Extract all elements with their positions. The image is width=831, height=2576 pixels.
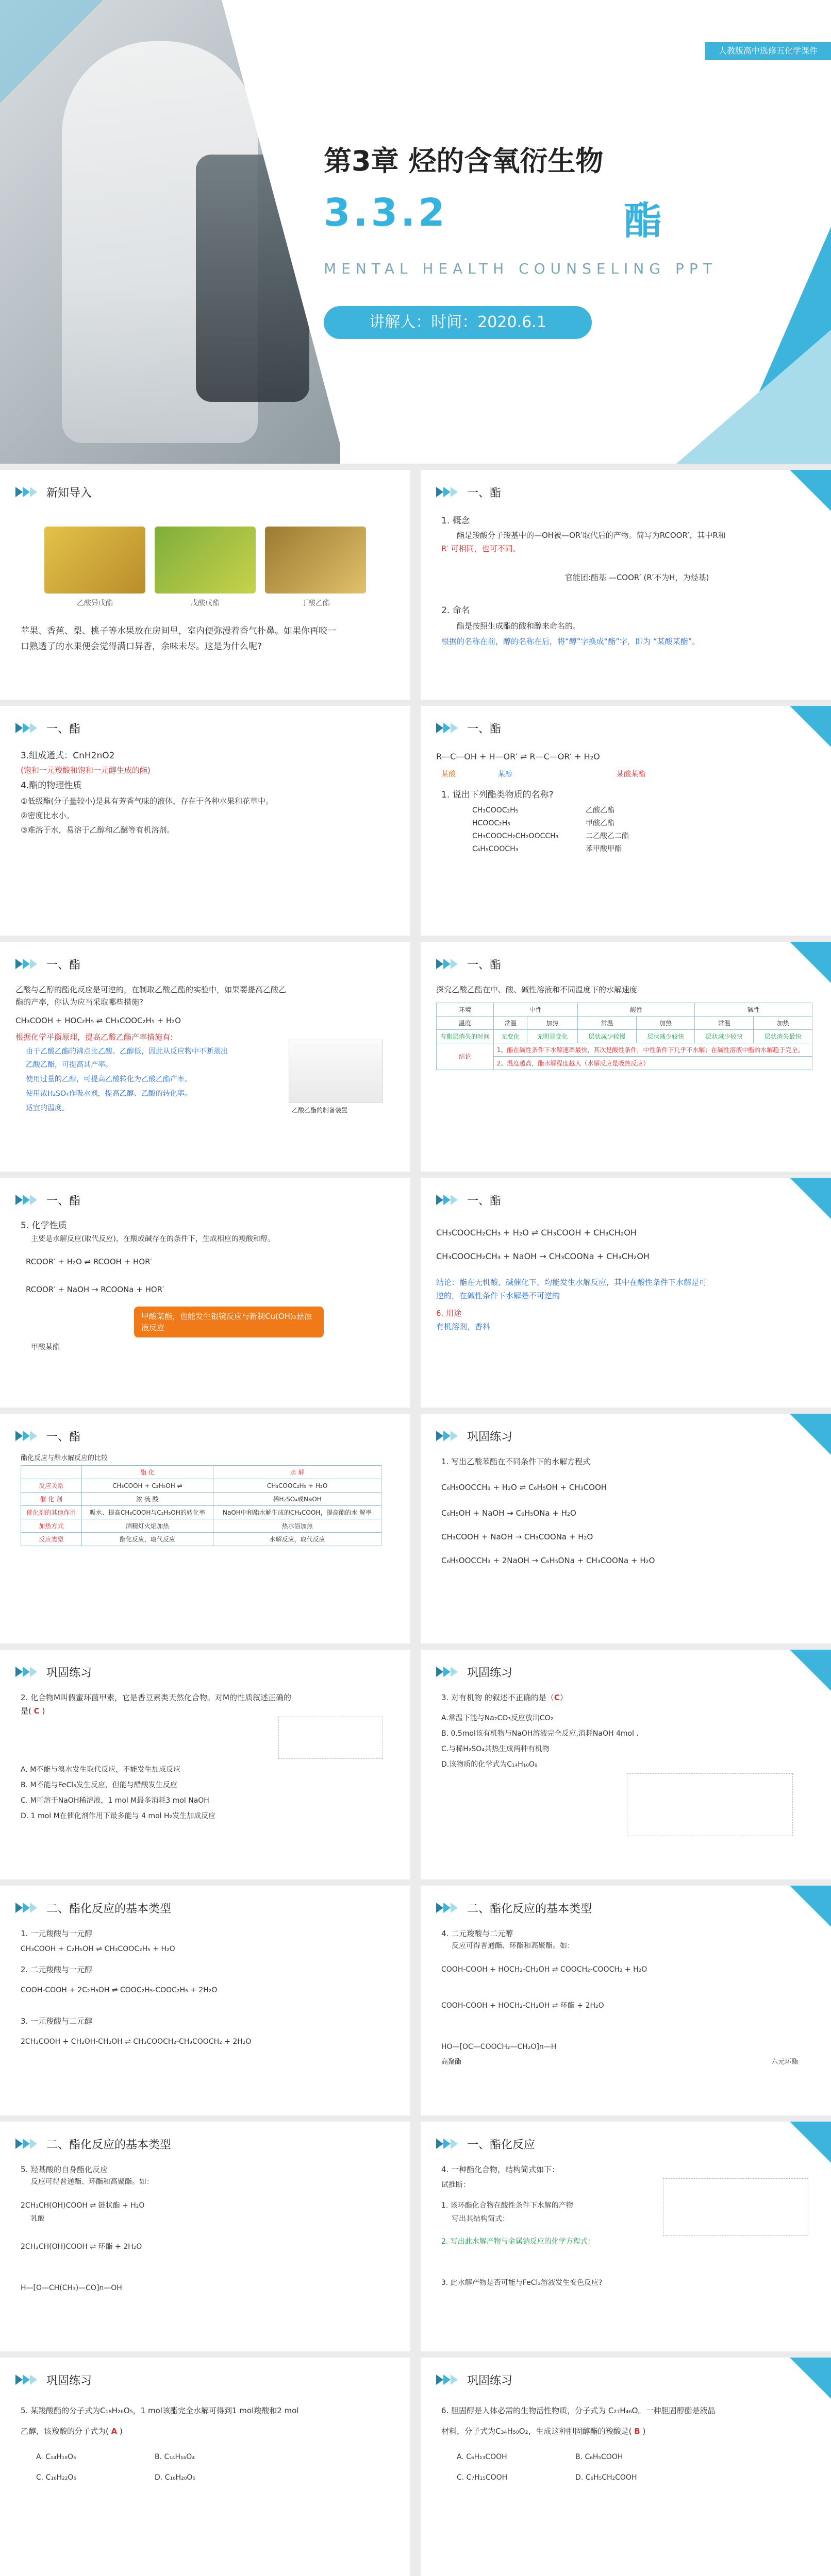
equation: C₆H₅OOCCH₃ + 2NaOH → C₆H₅ONa + CH₃COONa + H₂O bbox=[441, 1556, 655, 1565]
label: 甲酸某酯 bbox=[31, 1343, 60, 1351]
chevron-icon bbox=[15, 1431, 38, 1441]
chevron-icon bbox=[436, 959, 459, 969]
answer: 二乙酸乙二酯 bbox=[586, 832, 629, 840]
slide-title: 一、酯 bbox=[46, 958, 81, 972]
paragraph: 苹果、香蕉、梨、桃子等水果放在房间里，室内便弥漫着香气扑鼻。如果你再咬一 bbox=[21, 626, 336, 636]
bullet: 使用过量的乙醇，可提高乙酸转化为乙酸乙酯产率。 bbox=[26, 1075, 192, 1083]
option: D. 1 mol M在催化剂作用下最多能与 4 mol H₂发生加成反应 bbox=[21, 1812, 216, 1820]
slide-practice-2 bbox=[0, 1650, 410, 1879]
structure-image bbox=[663, 2178, 808, 2236]
chevron-icon bbox=[436, 1195, 459, 1205]
text-line: 有机溶剂，香料 bbox=[436, 1322, 491, 1331]
option: D. C₆H₅CH₂COOH bbox=[575, 2473, 637, 2482]
slide-esterification-types-1 bbox=[0, 1886, 410, 2115]
slide-practice-1 bbox=[421, 1414, 831, 1643]
option: A. M不能与溴水发生取代反应，不能发生加成反应 bbox=[21, 1766, 181, 1774]
text-line: 酯是按照生成酯的酸和醇来命名的。 bbox=[457, 621, 581, 631]
equation: 2CH₃CH(OH)COOH ⇌ 链状酯 + H₂O bbox=[21, 2201, 145, 2210]
cover-tag: 人教版高中选修五化学课件 bbox=[705, 42, 831, 60]
slide-title: 一、酯 bbox=[467, 958, 502, 972]
answer: 甲酸乙酯 bbox=[586, 819, 614, 827]
text-line: 根据化学平衡原理，提高乙酸乙酯产率措施有: bbox=[15, 1032, 173, 1042]
cover-slide bbox=[0, 0, 831, 464]
text-line: ②密度比水小。 bbox=[21, 811, 74, 820]
text-line: 2. 命名 bbox=[441, 605, 470, 616]
slide-esterification-yield bbox=[0, 942, 410, 1172]
answer: 苯甲酸甲酯 bbox=[586, 845, 622, 853]
text-line: 逆的，在碱性条件下水解是不可逆的 bbox=[436, 1291, 560, 1300]
caption: 乙酸异戊酯 bbox=[77, 599, 113, 607]
slide-ester-naming bbox=[421, 706, 831, 936]
text-line: 6. 用途 bbox=[436, 1309, 462, 1318]
text-line: 3. 此水解产物是否可能与FeCl₃溶液发生变色反应? bbox=[441, 2279, 603, 2287]
slide-practice-3 bbox=[421, 1650, 831, 1879]
slide-title: 巩固练习 bbox=[46, 1666, 92, 1680]
question: 是( C ) bbox=[21, 1706, 45, 1716]
slide-title: 一、酯 bbox=[467, 722, 502, 736]
label: 乳酸 bbox=[31, 2215, 45, 2223]
text-line: 反应可得普通酯、环酯和高聚酯。如： bbox=[452, 1942, 574, 1950]
option: A. C₆H₁₃COOH bbox=[457, 2453, 507, 2461]
slide-physical-properties bbox=[0, 706, 410, 936]
slide-title: 巩固练习 bbox=[46, 2374, 92, 2387]
text-line: 4. 二元羧酸与二元醇 bbox=[441, 1929, 513, 1938]
question: 4. 一种酯化合物，结构简式如下： bbox=[441, 2165, 560, 2174]
text-line: 官能团:酯基 —COOR′ (R′不为H，为烃基) bbox=[565, 573, 709, 582]
option: D. C₁₆H₂₀O₅ bbox=[155, 2473, 196, 2482]
question: 3. 对有机物 的叙述不正确的是（C） bbox=[441, 1693, 568, 1702]
question: 6. 胆固醇是人体必需的生物活性物质，分子式为 C₂₇H₄₆O。一种胆固醇酯是液晶 bbox=[441, 2406, 716, 2415]
chevron-icon bbox=[436, 723, 459, 733]
pineapple-image bbox=[265, 527, 366, 594]
slide-title: 一、酯化反应 bbox=[467, 2138, 536, 2151]
slide-hydrolysis-rate bbox=[421, 942, 831, 1172]
equation: 2CH₃COOH + CH₂OH-CH₂OH ⇌ CH₃COOCH₂-CH₃COOCH₂ + 2H₂O bbox=[21, 2038, 252, 2046]
chevron-icon bbox=[15, 959, 38, 969]
paragraph: 口熟透了的水果便会觉得满口异香，余味未尽。这是为什么呢? bbox=[21, 641, 262, 652]
slide-title: 一、酯 bbox=[46, 1194, 81, 1208]
equation: COOH-COOH + HOCH₂-CH₂OH ⇌ 环酯 + 2H₂O bbox=[441, 2002, 604, 2010]
grape-apple-image bbox=[155, 527, 256, 594]
question: 1. 写出乙酸苯酯在不同条件下的水解方程式 bbox=[441, 1457, 591, 1466]
option: B. C₁₄H₁₆O₄ bbox=[155, 2453, 195, 2461]
caption: 戊酸戊酯 bbox=[191, 599, 220, 607]
chevron-icon bbox=[15, 1667, 38, 1677]
text-line: 5. 化学性质 bbox=[21, 1221, 67, 1231]
formula: CH₃COOCH₂CH₂OOCCH₃ bbox=[472, 832, 559, 840]
slide-title: 巩固练习 bbox=[467, 1666, 513, 1680]
text-line: 探究乙酸乙酯在中、酸、碱性溶液和不同温度下的水解速度 bbox=[436, 985, 638, 994]
cover-corner-triangle-light bbox=[676, 330, 831, 464]
slide-comparison bbox=[0, 1414, 410, 1643]
text-line: 3. 一元羧酸与二元醇 bbox=[21, 2016, 93, 2026]
option: C. M可溶于NaOH稀溶液，1 mol M最多消耗3 mol NaOH bbox=[21, 1797, 209, 1805]
text-line: 结论：酯在无机酸、碱催化下，均能发生水解反应，其中在酸性条件下水解是可 bbox=[436, 1278, 707, 1287]
caption: 乙酸乙酯的制备装置 bbox=[292, 1107, 348, 1114]
chevron-icon bbox=[15, 1195, 38, 1205]
chevron-icon bbox=[436, 1431, 459, 1441]
equation: R—C—OH + H—OR′ ⇌ R—C—OR′ + H₂O bbox=[436, 752, 600, 761]
slide-practice-6 bbox=[421, 2358, 831, 2576]
text-line: 试推断： bbox=[441, 2181, 470, 2189]
equation: RCOOR′ + H₂O ⇌ RCOOH + HOR′ bbox=[26, 1257, 152, 1266]
table-title: 酯化反应与酯水解反应的比较 bbox=[21, 1454, 108, 1462]
banana-image bbox=[44, 527, 145, 594]
formula: CH₃COOC₂H₅ bbox=[472, 806, 519, 815]
cover-title: 第3章 烃的含氧衍生物 bbox=[324, 145, 604, 177]
cover-section-name: 酯 bbox=[624, 199, 665, 243]
cover-section-number: 3.3.2 bbox=[324, 191, 448, 235]
text-line: 酯的产率，你认为应当采取哪些措施? bbox=[15, 997, 143, 1007]
text-line: 5. 羟基酸的自身酯化反应 bbox=[21, 2165, 108, 2174]
slide-title: 二、酯化反应的基本类型 bbox=[46, 1902, 172, 1916]
equation: H—[O—CH(CH₃)—CO]n—OH bbox=[21, 2284, 122, 2292]
equation: COOH-COOH + 2C₂H₅OH ⇌ COOC₂H₅-COOC₂H₅ + 2H₂O bbox=[21, 1986, 218, 1994]
text-line: 反应可得普通酯、环酯和高聚酯。如： bbox=[31, 2178, 154, 2186]
slide-title: 新知导入 bbox=[46, 486, 92, 500]
note-box: 甲酸某酯，也能发生银镜反应与新制Cu(OH)₂悬浊液反应 bbox=[134, 1307, 324, 1337]
slide-title: 巩固练习 bbox=[467, 2374, 513, 2387]
slide-title: 一、酯 bbox=[46, 722, 81, 736]
chevron-icon bbox=[436, 1903, 459, 1913]
chevron-icon bbox=[15, 2375, 38, 2385]
slide-title: 一、酯 bbox=[46, 1430, 81, 1444]
structure-image bbox=[278, 1717, 383, 1759]
text-line: 1. 该环酯化合物在酸性条件下水解的产物 bbox=[441, 2201, 573, 2210]
equation: C₆H₅OOCCH₃ + H₂O ⇌ C₆H₅OH + CH₃COOH bbox=[441, 1483, 607, 1492]
option: B. C₆H₅COOH bbox=[575, 2453, 623, 2461]
chevron-icon bbox=[436, 2139, 459, 2149]
equation: CH₃COOCH₂CH₃ + H₂O ⇌ CH₃COOH + CH₃CH₂OH bbox=[436, 1228, 637, 1238]
text-line: 4.酯的物理性质 bbox=[21, 781, 82, 791]
option: A.常温下能与Na₂CO₃反应放出CO₂ bbox=[441, 1714, 554, 1722]
label: 某酸 bbox=[441, 770, 456, 778]
text-line: ③难溶于水，易溶于乙醇和乙醚等有机溶剂。 bbox=[21, 825, 175, 835]
slide-esterification-types-3 bbox=[0, 2122, 410, 2351]
slide-title: 二、酯化反应的基本类型 bbox=[46, 2138, 172, 2151]
label: 某醇 bbox=[498, 770, 512, 778]
text-line: 酯是羧酸分子羧基中的—OH被—OR′取代后的产物。简写为RCOOR′，其中R和 bbox=[457, 531, 726, 540]
text-line: 3.组成通式：CnH2nO2 bbox=[21, 751, 115, 761]
text-line: 写出其结构简式： bbox=[452, 2215, 509, 2223]
slide-ester-concept bbox=[421, 470, 831, 700]
equation: CH₃COOH + C₂H₅OH ⇌ CH₃COOC₂H₅ + H₂O bbox=[21, 1945, 175, 1953]
option: B. M不能与FeCl₃发生反应，但能与醋酸发生反应 bbox=[21, 1781, 177, 1789]
bullet: 适宜的温度。 bbox=[26, 1104, 69, 1112]
question: 1. 说出下列酯类物质的名称? bbox=[441, 790, 554, 800]
comparison-table: 酯 化 水 解 反应关系 CH₃COOH + C₂H₅OH ⇌ CH₃COOC₂H₅ + H₂O 催 化 剂 浓 硫 酸 稀H₂SO₄或NaOH 催化剂的其他作用 吸水、提高CH₃COOH与C₂H₅OH的转化率 NaOH中和酯水解生成的CH₃COOH，提高酯的水 解率 加热方式 酒精灯火焰加热 热水浴加热 反应类型 酯化反应，取代反应 水解反应，取代反应 bbox=[21, 1465, 381, 1546]
text-line: 根据的名称在前，醇的名称在后，将“醇”字换成“酯”字，即为 “某酸某酯”。 bbox=[441, 637, 700, 646]
slide-intro bbox=[0, 470, 410, 700]
option: C. C₇H₁₅COOH bbox=[457, 2473, 508, 2482]
text-line: 主要是水解反应(取代反应)，在酸或碱存在的条件下，生成相应的羧酸和醇。 bbox=[31, 1235, 275, 1243]
formula: HCOOC₂H₅ bbox=[472, 819, 510, 827]
cover-blue-triangle bbox=[0, 0, 103, 103]
question: 材料，分子式为C₃₄H₅₀O₂，生成这种胆固醇酯的羧酸是( B ) bbox=[441, 2427, 646, 2436]
text-line: 2. 二元羧酸与一元醇 bbox=[21, 1965, 93, 1974]
slide-hydrolysis-equations bbox=[421, 1178, 831, 1408]
text-line: (饱和一元羧酸和饱和一元醇生成的酯) bbox=[21, 766, 151, 775]
text-line: 2. 写出此水解产物与金属钠反应的化学方程式： bbox=[441, 2238, 595, 2246]
slide-chemical-properties bbox=[0, 1178, 410, 1408]
bullet: 使用浓H₂SO₄作吸水剂，提高乙醇、乙酸的转化率。 bbox=[26, 1090, 192, 1098]
answer: A bbox=[111, 2427, 118, 2436]
slide-title: 巩固练习 bbox=[467, 1430, 513, 1444]
caption: 丁酸乙酯 bbox=[301, 599, 330, 607]
equation: HO—[OC—COOCH₂—CH₂O]n—H bbox=[441, 2043, 557, 2051]
question: 5. 某羧酸酯的分子式为C₁₈H₂₆O₅，1 mol该酯完全水解可得到1 mol羧酸和2 mol bbox=[21, 2406, 299, 2415]
chevron-icon bbox=[436, 487, 459, 497]
option: C.与稀H₂SO₄共热生成两种有机物 bbox=[441, 1745, 550, 1753]
slide-title: 一、酯 bbox=[467, 486, 502, 500]
equation: CH₃COOCH₂CH₃ + NaOH → CH₃COONa + CH₃CH₂OH bbox=[436, 1251, 650, 1261]
chevron-icon bbox=[15, 723, 38, 733]
chevron-icon bbox=[15, 1903, 38, 1913]
hydrolysis-table: 环境 中性 酸性 碱性 温度 常温 加热 常温 加热 常温 加热 有酯层消失的时间 无变化 无明显变化 层状减少较慢 层状减少较快 层状减少较快 层状消失最快 结论 1、酯在碱性条件下水解速率最快，其次是酸性条件，中性条件下几乎不水解；在碱性溶液中酯的水解趋于完全。 2、温度越高，酯水解程度越大（水解反应是吸热反应） bbox=[436, 1003, 812, 1070]
text-line: ①低级酯(分子量较小)是具有芳香气味的液体，存在于各种水果和花草中。 bbox=[21, 796, 274, 806]
label: 某酸某酯 bbox=[617, 770, 645, 778]
answer: C bbox=[34, 1706, 40, 1716]
text-line: 乙酸与乙醇的酯化反应是可逆的，在制取乙酸乙酯的实验中，如果要提高乙酸乙 bbox=[15, 985, 287, 994]
equation: C₆H₅OH + NaOH → C₆H₅ONa + H₂O bbox=[441, 1509, 576, 1518]
answer: B bbox=[634, 2427, 640, 2436]
equation: CH₃COOH + NaOH → CH₃COONa + H₂O bbox=[441, 1532, 593, 1541]
chevron-icon bbox=[15, 2139, 38, 2149]
option: B. 0.5mol该有机物与NaOH溶液完全反应,消耗NaOH 4mol . bbox=[441, 1730, 639, 1738]
formula: C₆H₅COOCH₃ bbox=[472, 845, 519, 853]
answer: C bbox=[554, 1693, 560, 1702]
option: D.该物质的化学式为C₁₄H₁₀O₉ bbox=[441, 1760, 538, 1769]
answer: 乙酸乙酯 bbox=[586, 806, 614, 815]
option: A. C₁₄H₁₈O₅ bbox=[36, 2453, 76, 2461]
slide-practice-5 bbox=[0, 2358, 410, 2576]
text-line: 1. 一元羧酸与一元醇 bbox=[21, 1929, 93, 1938]
label: 六元环酯 bbox=[771, 2058, 799, 2066]
chevron-icon bbox=[436, 2375, 459, 2385]
option: C. C₁₆H₂₂O₅ bbox=[36, 2473, 77, 2482]
text-line: R′ 可相同，也可不同。 bbox=[441, 544, 521, 553]
structure-image bbox=[627, 1773, 793, 1836]
cover-english: MENTAL HEALTH COUNSELING PPT bbox=[324, 260, 717, 277]
equation: CH₃COOH + HOC₂H₅ ⇌ CH₃COOC₂H₅ + H₂O bbox=[15, 1016, 181, 1025]
text-line: 1. 概念 bbox=[441, 516, 470, 526]
equation: COOH-COOH + HOCH₂-CH₂OH ⇌ COOCH₂-COOCH₂ + H₂O bbox=[441, 1965, 647, 1974]
question: 2. 化合物M叫假蜜环菌甲素，它是香豆素类天然化合物。对M的性质叙述正确的 bbox=[21, 1693, 291, 1702]
equation: RCOOR′ + NaOH → RCOONa + HOR′ bbox=[26, 1285, 164, 1294]
slide-title: 一、酯 bbox=[467, 1194, 502, 1208]
bullet: 由于乙酸乙酯的沸点比乙酸、乙醇低，因此从反应物中不断蒸出乙酸乙酯，可提高其产率。 bbox=[26, 1047, 228, 1069]
cover-speaker: 讲解人：时间：2020.6.1 bbox=[324, 306, 592, 339]
chevron-icon bbox=[15, 487, 38, 497]
slide-ester-inference bbox=[421, 2122, 831, 2351]
label: 高聚酯 bbox=[441, 2058, 462, 2066]
equation: 2CH₃CH(OH)COOH ⇌ 环酯 + 2H₂O bbox=[21, 2243, 142, 2251]
slide-title: 二、酯化反应的基本类型 bbox=[467, 1902, 592, 1916]
slide-esterification-types-2 bbox=[421, 1886, 831, 2115]
apparatus-image bbox=[289, 1040, 383, 1103]
question: 乙醇，该羧酸的分子式为( A ) bbox=[21, 2427, 123, 2436]
chevron-icon bbox=[436, 1667, 459, 1677]
